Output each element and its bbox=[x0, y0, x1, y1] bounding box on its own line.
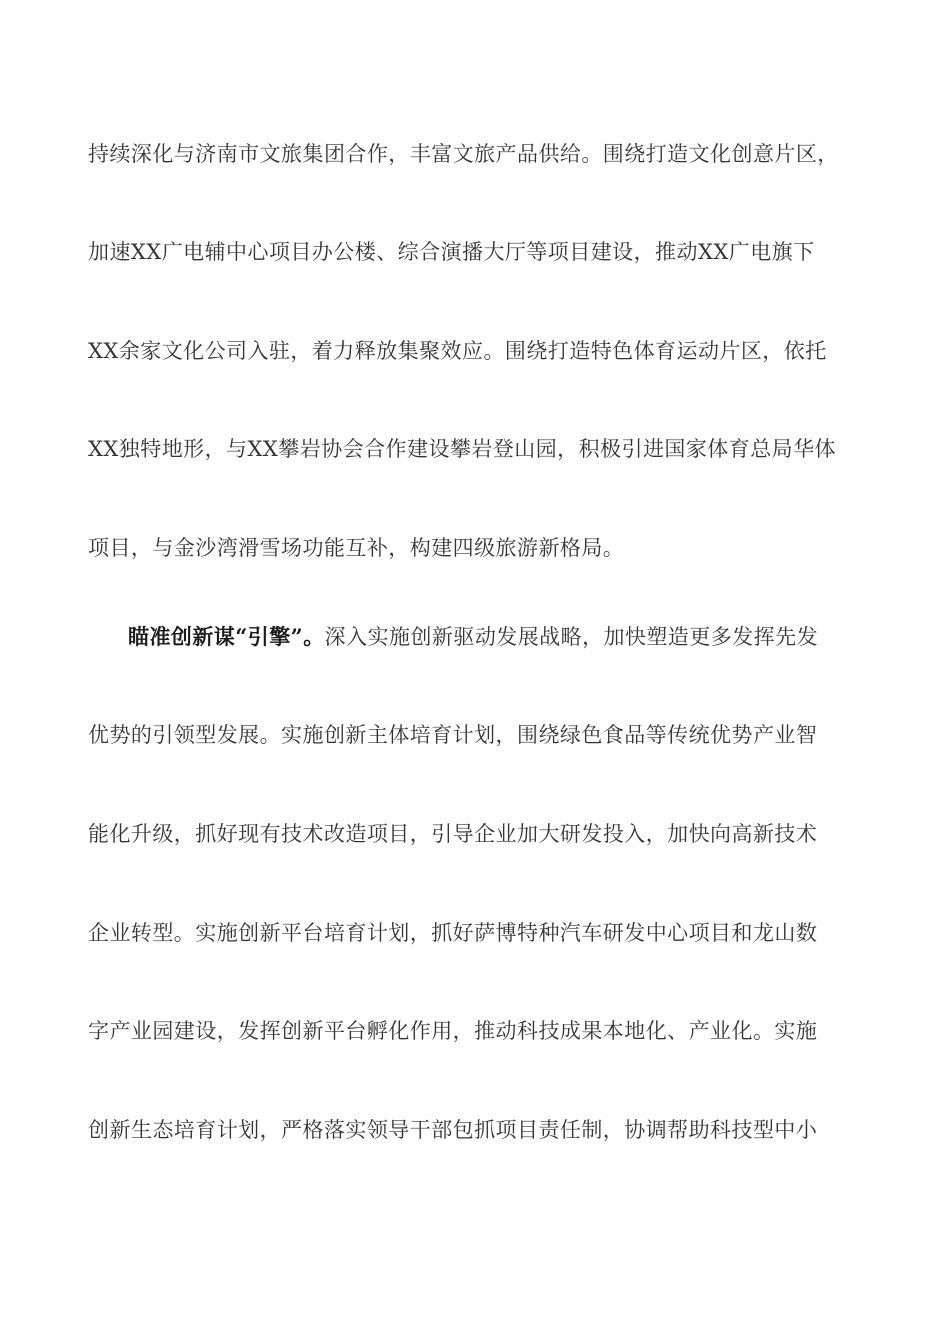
paragraph-heading: 瞄准创新谋“引擎”。 bbox=[128, 624, 325, 649]
text-line: 创新生态培育计划，严格落实领导干部包抓项目责任制，协调帮助科技型中小 bbox=[88, 1118, 818, 1142]
text-line: XX余家文化公司入驻，着力释放集聚效应。围绕打造特色体育运动片区，依托 bbox=[88, 339, 827, 363]
text-line: 持续深化与济南市文旅集团合作，丰富文旅产品供给。围绕打造文化创意片区， bbox=[88, 142, 839, 166]
text-line: XX独特地形，与XX攀岩协会合作建设攀岩登山园，积极引进国家体育总局华体 bbox=[88, 437, 836, 461]
text-line-first bbox=[128, 617, 868, 657]
text-line: 加速XX广电辅中心项目办公楼、综合演播大厅等项目建设，推动XX广电旗下 bbox=[88, 240, 815, 264]
text-line: 字产业园建设，发挥创新平台孵化作用，推动科技成果本地化、产业化。实施 bbox=[88, 1019, 818, 1043]
text-line: 企业转型。实施创新平台培育计划，抓好萨博特种汽车研发中心项目和龙山数 bbox=[88, 921, 818, 945]
text-line: 能化升级，抓好现有技术改造项目，引导企业加大研发投入，加快向高新技术 bbox=[88, 822, 818, 846]
paragraph-first-line-text: 深入实施创新驱动发展战略，加快塑造更多发挥先发 bbox=[324, 625, 819, 649]
text-line: 项目，与金沙湾滑雪场功能互补，构建四级旅游新格局。 bbox=[88, 536, 625, 560]
text-line: 优势的引领型发展。实施创新主体培育计划，围绕绿色食品等传统优势产业智 bbox=[88, 723, 818, 747]
